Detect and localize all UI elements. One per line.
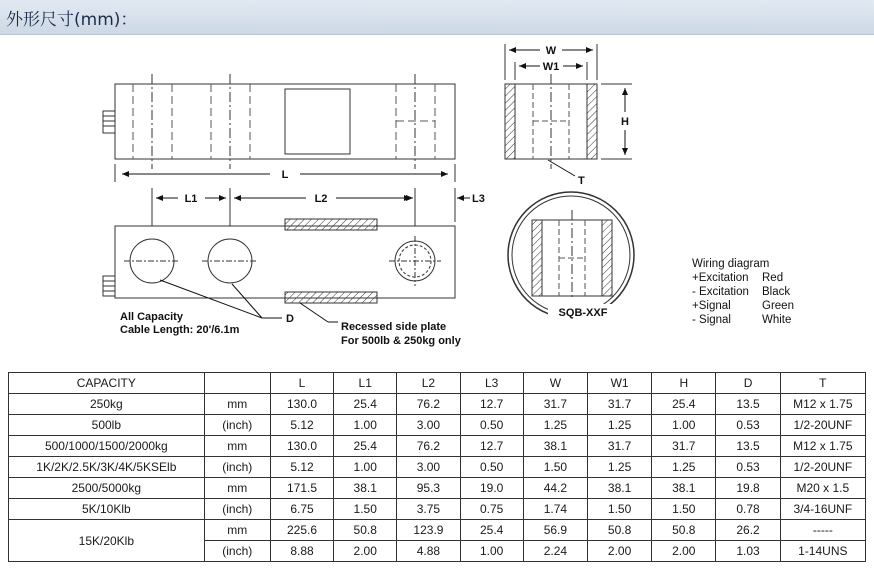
table-cell: 56.9 — [523, 520, 587, 541]
page-header — [0, 0, 874, 35]
table-cell: 0.75 — [460, 499, 523, 520]
table-cell: 3.75 — [397, 499, 460, 520]
table-cell: 13.5 — [716, 436, 780, 457]
table-header-cell: W1 — [587, 373, 651, 394]
table-cell: 2.00 — [587, 541, 651, 562]
table-cell: 38.1 — [652, 478, 716, 499]
side-view — [103, 74, 455, 182]
table-cell: 95.3 — [397, 478, 460, 499]
table-cell: ----- — [780, 520, 865, 541]
dim-label-L2: L2 — [314, 193, 328, 205]
table-row — [9, 520, 866, 541]
table-header-cell: CAPACITY — [9, 373, 205, 394]
table-cell: 25.4 — [652, 394, 716, 415]
table-cell: 50.8 — [652, 520, 716, 541]
wiring-row: +Signal Green — [692, 300, 794, 312]
table-cell: 171.5 — [270, 478, 333, 499]
table-cell: 26.2 — [716, 520, 780, 541]
capacity-cell: 500/1000/1500/2000kg — [9, 436, 205, 457]
table-header-cell: D — [716, 373, 780, 394]
table-row — [9, 499, 866, 520]
table-cell: 1.74 — [523, 499, 587, 520]
table-cell: 1.50 — [334, 499, 397, 520]
wiring-diagram — [692, 257, 794, 327]
table-header-cell: L1 — [334, 373, 397, 394]
table-cell: 31.7 — [523, 394, 587, 415]
wiring-row: - Excitation Black — [692, 286, 791, 298]
table-cell: 2.00 — [334, 541, 397, 562]
table-cell: (inch) — [204, 415, 270, 436]
table-cell: 12.7 — [460, 394, 523, 415]
table-cell: (inch) — [204, 457, 270, 478]
table-cell: 123.9 — [397, 520, 460, 541]
dim-label-L3: L3 — [472, 193, 485, 205]
spec-table — [8, 372, 866, 562]
dim-label-T: T — [578, 175, 585, 187]
table-cell: (inch) — [204, 499, 270, 520]
capacity-cell: 2500/5000kg — [9, 478, 205, 499]
table-header-cell: L3 — [460, 373, 523, 394]
table-cell: mm — [204, 478, 270, 499]
capacity-cell: 250kg — [9, 394, 205, 415]
table-cell: 3.00 — [397, 457, 460, 478]
table-cell: 38.1 — [523, 436, 587, 457]
table-cell: 31.7 — [652, 436, 716, 457]
table-cell: 5.12 — [270, 457, 333, 478]
capacity-cell: 500lb — [9, 415, 205, 436]
recess-note-line1: Recessed side plate — [341, 321, 447, 333]
table-cell: 12.7 — [460, 436, 523, 457]
dim-label-H: H — [621, 116, 629, 128]
table-row — [9, 394, 866, 415]
detail-view — [508, 192, 634, 319]
table-header-cell: L2 — [397, 373, 460, 394]
table-cell: 1.50 — [587, 499, 651, 520]
table-cell: 76.2 — [397, 436, 460, 457]
table-cell: 1.00 — [652, 415, 716, 436]
table-cell: 2.00 — [652, 541, 716, 562]
capacity-note-line2: Cable Length: 20'/6.1m — [120, 324, 240, 336]
capacity-cell: 5K/10Klb — [9, 499, 205, 520]
table-cell: 1.25 — [587, 457, 651, 478]
spec-table-body — [9, 373, 866, 562]
table-cell: 4.88 — [397, 541, 460, 562]
table-cell: 31.7 — [587, 436, 651, 457]
recess-note-line2: For 500lb & 250kg only — [341, 335, 461, 347]
capacity-cell: 1K/2K/2.5K/3K/4K/5KSElb — [9, 457, 205, 478]
table-cell: 0.53 — [716, 457, 780, 478]
table-cell: 1-14UNS — [780, 541, 865, 562]
dim-label-D: D — [286, 313, 294, 325]
table-cell: 0.50 — [460, 415, 523, 436]
table-cell: 130.0 — [270, 394, 333, 415]
table-cell: 1.00 — [334, 415, 397, 436]
table-cell: 1.00 — [334, 457, 397, 478]
dim-label-W1: W1 — [542, 61, 560, 73]
table-header-row — [9, 373, 866, 394]
table-row — [9, 478, 866, 499]
table-row — [9, 415, 866, 436]
table-cell: 44.2 — [523, 478, 587, 499]
table-cell: 1.25 — [523, 415, 587, 436]
table-cell: 25.4 — [334, 394, 397, 415]
table-cell: 25.4 — [334, 436, 397, 457]
table-cell: 1.03 — [716, 541, 780, 562]
table-cell: 13.5 — [716, 394, 780, 415]
table-cell: 1.50 — [652, 499, 716, 520]
table-cell: 1/2-20UNF — [780, 415, 865, 436]
table-header-cell: W — [523, 373, 587, 394]
table-cell: 76.2 — [397, 394, 460, 415]
table-cell: M20 x 1.5 — [780, 478, 865, 499]
table-cell: mm — [204, 520, 270, 541]
table-cell: 31.7 — [587, 394, 651, 415]
table-cell: 1/2-20UNF — [780, 457, 865, 478]
table-cell: 25.4 — [460, 520, 523, 541]
wiring-title: Wiring diagram — [692, 258, 770, 270]
table-cell: 1.25 — [652, 457, 716, 478]
capacity-cell: 15K/20Klb — [9, 520, 205, 562]
table-cell: 1.00 — [460, 541, 523, 562]
table-cell: mm — [204, 436, 270, 457]
table-cell: 0.50 — [460, 457, 523, 478]
table-cell: 38.1 — [587, 478, 651, 499]
table-cell: 1.25 — [587, 415, 651, 436]
table-cell: 19.8 — [716, 478, 780, 499]
table-cell: 50.8 — [587, 520, 651, 541]
wiring-row: +Excitation Red — [692, 272, 784, 284]
dim-label-W: W — [545, 45, 557, 57]
table-header-cell: T — [780, 373, 865, 394]
table-header-cell — [204, 373, 270, 394]
table-cell: 2.24 — [523, 541, 587, 562]
model-label: SQB-XXF — [558, 307, 608, 319]
table-cell: (inch) — [204, 541, 270, 562]
table-cell: 38.1 — [334, 478, 397, 499]
plan-view — [103, 219, 455, 325]
table-cell: M12 x 1.75 — [780, 436, 865, 457]
table-cell: 225.6 — [270, 520, 333, 541]
table-cell: 0.53 — [716, 415, 780, 436]
table-cell: 6.75 — [270, 499, 333, 520]
dim-label-L1: L1 — [184, 193, 198, 205]
end-view — [505, 44, 632, 187]
table-cell: 0.78 — [716, 499, 780, 520]
capacity-note-line1: All Capacity — [120, 311, 183, 323]
wiring-row: - Signal White — [692, 314, 792, 326]
table-cell: 1.50 — [523, 457, 587, 478]
table-cell: mm — [204, 394, 270, 415]
table-cell: 5.12 — [270, 415, 333, 436]
dim-label-L: L — [281, 169, 289, 181]
table-row — [9, 457, 866, 478]
table-cell: 50.8 — [334, 520, 397, 541]
table-row — [9, 436, 866, 457]
table-header-cell: H — [652, 373, 716, 394]
page-title: 外形尺寸(mm)： — [6, 10, 138, 30]
table-header-cell: L — [270, 373, 333, 394]
table-cell: 130.0 — [270, 436, 333, 457]
table-cell: M12 x 1.75 — [780, 394, 865, 415]
table-cell: 19.0 — [460, 478, 523, 499]
table-cell: 3/4-16UNF — [780, 499, 865, 520]
table-cell: 8.88 — [270, 541, 333, 562]
table-cell: 3.00 — [397, 415, 460, 436]
